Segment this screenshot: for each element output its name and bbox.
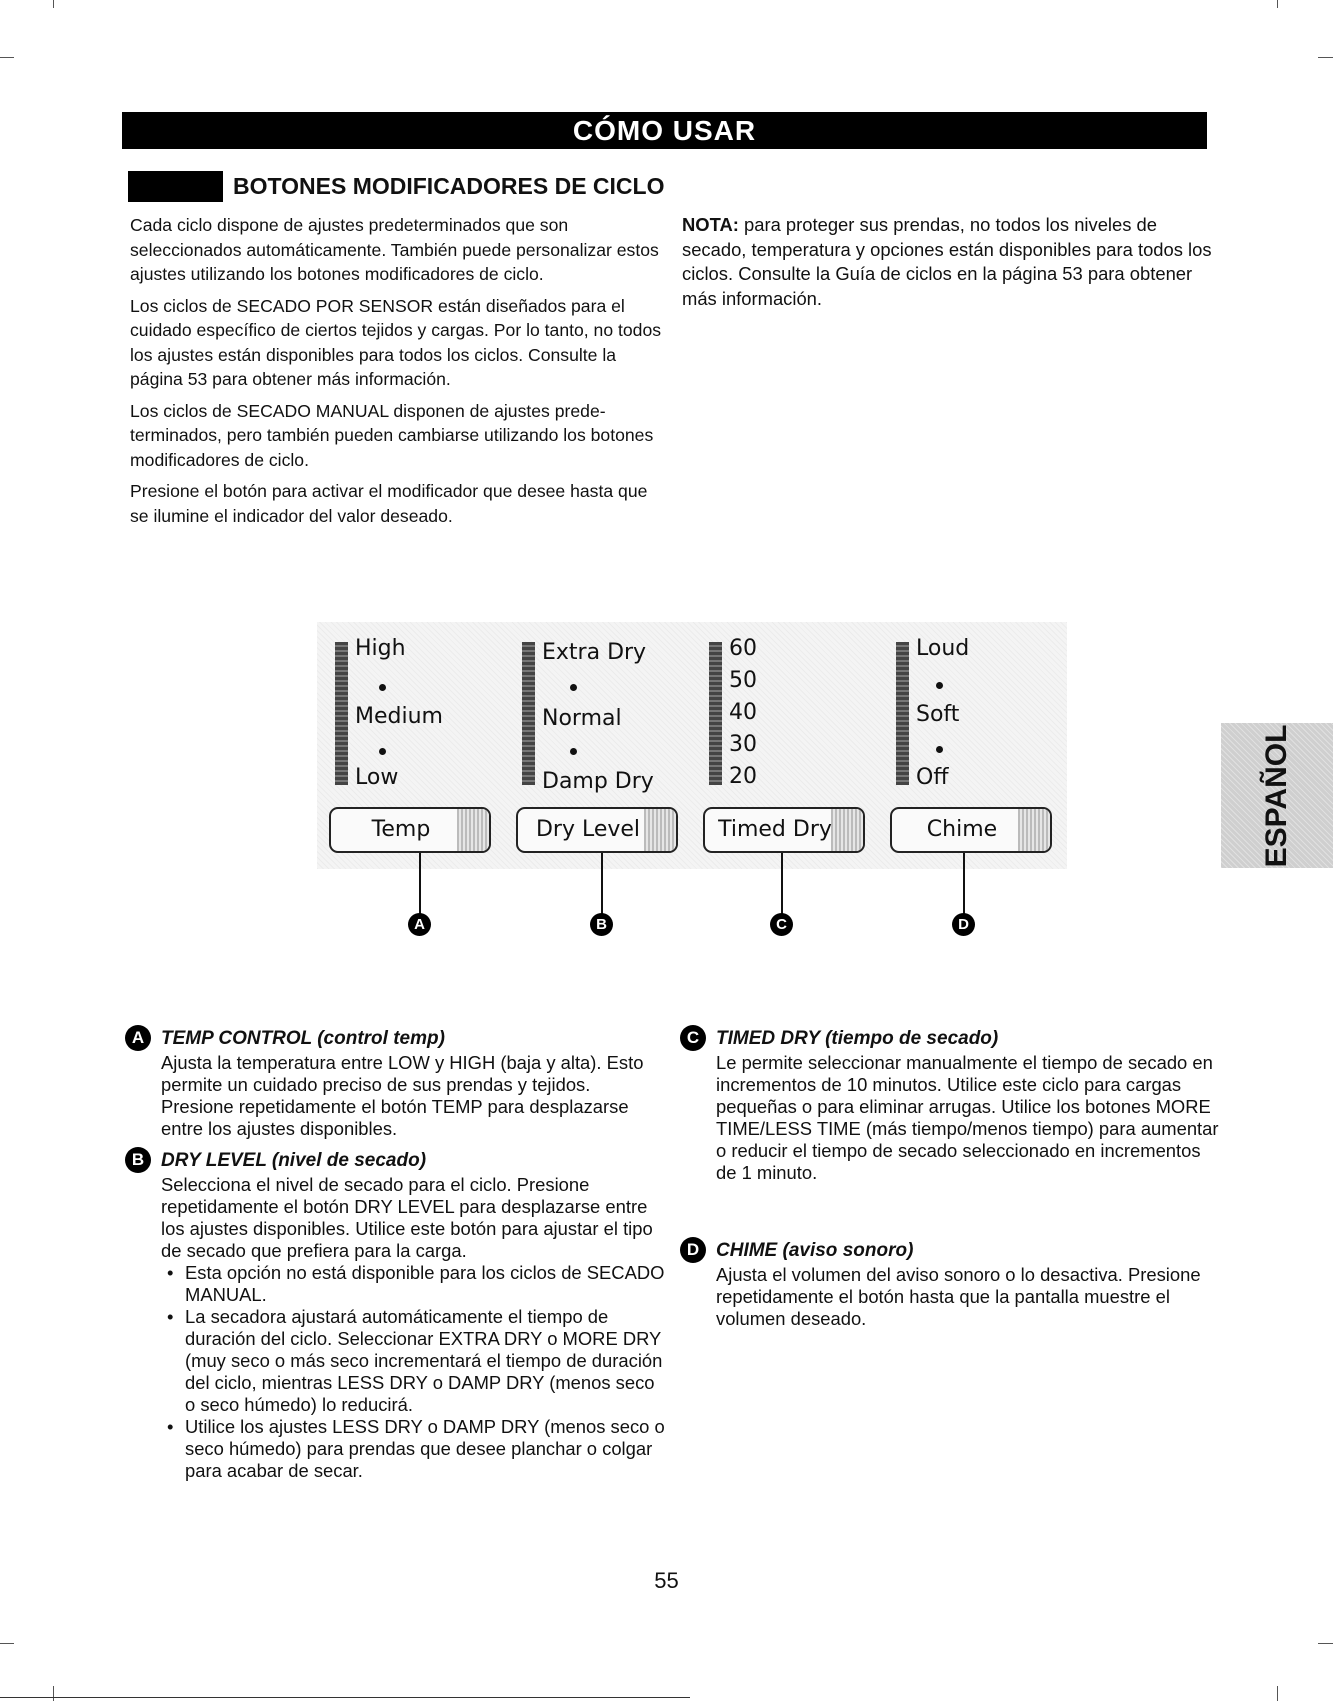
crop-mark bbox=[1318, 57, 1333, 58]
language-side-tab bbox=[1221, 723, 1333, 868]
dry-level-group bbox=[504, 622, 689, 869]
note-label: NOTA: bbox=[682, 214, 739, 235]
description-chime bbox=[680, 1240, 1220, 1330]
description-body: Ajusta el volumen del aviso sonoro o lo desactiva. Presione repetidamente el botón hasta que la pantalla muestre el volumen deseado. bbox=[716, 1264, 1201, 1329]
list-item: • Utilice los ajustes LESS DRY o DAMP DRY (menos seco o seco húmedo) para prendas que desee planchar o colgar para acabar de secar. bbox=[161, 1416, 665, 1482]
description-bullet-list bbox=[161, 1262, 665, 1482]
description-title: TEMP CONTROL (control temp) bbox=[161, 1028, 445, 1049]
note-text bbox=[682, 213, 1217, 311]
intro-text bbox=[130, 213, 665, 535]
description-body: Ajusta la temperatura entre LOW y HIGH (baja y alta). Esto permite un cuidado preciso de sus prendas y tejidos. Presione repetidamente el botón TEMP para desplazarse entre los ajustes disponibles. bbox=[161, 1052, 644, 1139]
description-title: TIMED DRY (tiempo de secado) bbox=[716, 1028, 999, 1049]
timed-dry-group bbox=[691, 622, 876, 869]
level-label: 20 bbox=[729, 764, 757, 789]
level-label: Extra Dry bbox=[542, 640, 647, 665]
indicator-bar bbox=[335, 642, 348, 785]
level-label: Loud bbox=[916, 636, 970, 661]
level-dot bbox=[570, 684, 577, 691]
level-label: Medium bbox=[355, 704, 443, 729]
page-header: CÓMO USAR bbox=[122, 112, 1207, 149]
description-body: Le permite seleccionar manualmente el tiempo de secado en incrementos de 10 minutos. Utilice este ciclo para cargas pequeñas o para eliminar arrugas. Utilice los botones MORE TIME/LESS TIME (más tiempo/menos tiempo) para aumentar o reducir el tiempo de secado seleccionado en incrementos de 1 minuto. bbox=[716, 1052, 1219, 1183]
crop-mark bbox=[53, 0, 54, 8]
description-body-text: Selecciona el nivel de secado para el ciclo. Presione repetidamente el botón DRY LEVEL para desplazarse entre los ajustes disponibles. Utilice este botón para ajustar el tipo de secado que prefiera para la carga. bbox=[161, 1174, 653, 1261]
description-title: DRY LEVEL (nivel de secado) bbox=[161, 1150, 427, 1171]
dry-level-button-label: Dry Level bbox=[535, 817, 641, 842]
page-number: 55 bbox=[654, 1568, 679, 1593]
bottom-rule bbox=[0, 1697, 690, 1698]
level-dot bbox=[379, 748, 386, 755]
note-body: para proteger sus prendas, no todos los niveles de secado, temperatura y opciones están disponibles para todos los ciclos. Consulte la Guía de ciclos en la página 53 para obtener más información. bbox=[682, 214, 1212, 309]
crop-mark bbox=[1318, 1643, 1333, 1644]
description-heading bbox=[125, 1150, 665, 1174]
level-label: Off bbox=[916, 765, 949, 790]
chime-group bbox=[878, 622, 1063, 869]
description-body bbox=[161, 1174, 665, 1482]
crop-mark bbox=[0, 57, 14, 58]
description-timed-dry bbox=[680, 1028, 1220, 1184]
level-label: 60 bbox=[729, 636, 757, 661]
marker-a-icon: A bbox=[125, 1025, 151, 1051]
marker-b-icon: B bbox=[125, 1147, 151, 1173]
marker-b-icon: B bbox=[590, 913, 613, 936]
section-title-text: BOTONES MODIFICADORES DE CICLO bbox=[233, 172, 665, 199]
intro-paragraph: Cada ciclo dispone de ajustes predeterminados que son seleccionados automáticamente. También puede personalizar estos ajustes utilizando los botones modificadores de ciclo. bbox=[130, 215, 659, 284]
description-title: CHIME (aviso sonoro) bbox=[716, 1240, 914, 1261]
temp-button-label: Temp bbox=[371, 817, 431, 842]
level-dot bbox=[570, 748, 577, 755]
description-heading bbox=[680, 1240, 1220, 1264]
timed-dry-button-label: Timed Dry bbox=[718, 817, 832, 842]
chime-button[interactable] bbox=[890, 807, 1052, 853]
intro-paragraph: Los ciclos de SECADO MANUAL disponen de ajustes prede- terminados, pero también pueden cambiarse utilizando los botones modificadores de ciclo. bbox=[130, 400, 654, 470]
level-label: Soft bbox=[916, 702, 960, 727]
level-label: Low bbox=[355, 765, 399, 790]
crop-mark bbox=[0, 1643, 14, 1644]
list-item: • Esta opción no está disponible para los ciclos de SECADO MANUAL. bbox=[161, 1262, 665, 1306]
level-dot bbox=[936, 746, 943, 753]
description-heading bbox=[680, 1028, 1220, 1052]
level-dot bbox=[936, 682, 943, 689]
crop-mark bbox=[1277, 1686, 1278, 1701]
pointer-line bbox=[963, 853, 965, 918]
description-temp-control bbox=[125, 1028, 665, 1140]
pointer-line bbox=[781, 853, 783, 918]
side-tab-label: ESPAÑOL bbox=[1260, 724, 1293, 867]
control-panel-illustration bbox=[317, 622, 1067, 869]
marker-d-icon: D bbox=[952, 913, 975, 936]
crop-mark bbox=[53, 1686, 54, 1701]
level-label: 40 bbox=[729, 700, 757, 725]
marker-c-icon: C bbox=[680, 1025, 706, 1051]
indicator-bar bbox=[522, 642, 535, 785]
level-label: High bbox=[355, 636, 406, 661]
temp-button[interactable] bbox=[329, 807, 491, 853]
dry-level-button[interactable] bbox=[516, 807, 678, 853]
indicator-bar bbox=[709, 642, 722, 785]
marker-d-icon: D bbox=[680, 1237, 706, 1263]
description-dry-level bbox=[125, 1150, 665, 1482]
intro-paragraph: Los ciclos de SECADO POR SENSOR están diseñados para el cuidado específico de ciertos tejidos y cargas. Por lo tanto, no todos los ajustes están disponibles para todos los ciclos. Consulte la página 53 para obtener más información. bbox=[130, 295, 662, 389]
timed-dry-button[interactable] bbox=[703, 807, 865, 853]
description-heading bbox=[125, 1028, 665, 1052]
marker-c-icon: C bbox=[770, 913, 793, 936]
level-label: Normal bbox=[542, 706, 622, 731]
pointer-line bbox=[601, 853, 603, 918]
section-title-block bbox=[128, 171, 223, 202]
temp-control-group bbox=[317, 622, 502, 869]
level-label: Damp Dry bbox=[542, 769, 654, 794]
indicator-bar bbox=[896, 642, 909, 785]
level-label: 30 bbox=[729, 732, 757, 757]
crop-mark bbox=[1277, 0, 1278, 8]
level-label: 50 bbox=[729, 668, 757, 693]
level-dot bbox=[379, 684, 386, 691]
chime-button-label: Chime bbox=[926, 817, 998, 842]
list-item: • La secadora ajustará automáticamente el tiempo de duración del ciclo. Seleccionar EXTRA DRY o MORE DRY (muy seco o más seco incrementará el tiempo de duración del ciclo, mientras LESS DRY o DAMP DRY (menos seco o seco húmedo) lo reducirá. bbox=[161, 1306, 665, 1416]
intro-paragraph: Presione el botón para activar el modificador que desee hasta que se ilumine el indicador del valor deseado. bbox=[130, 481, 648, 526]
section-title bbox=[128, 170, 665, 202]
pointer-line bbox=[419, 853, 421, 918]
marker-a-icon: A bbox=[408, 913, 431, 936]
